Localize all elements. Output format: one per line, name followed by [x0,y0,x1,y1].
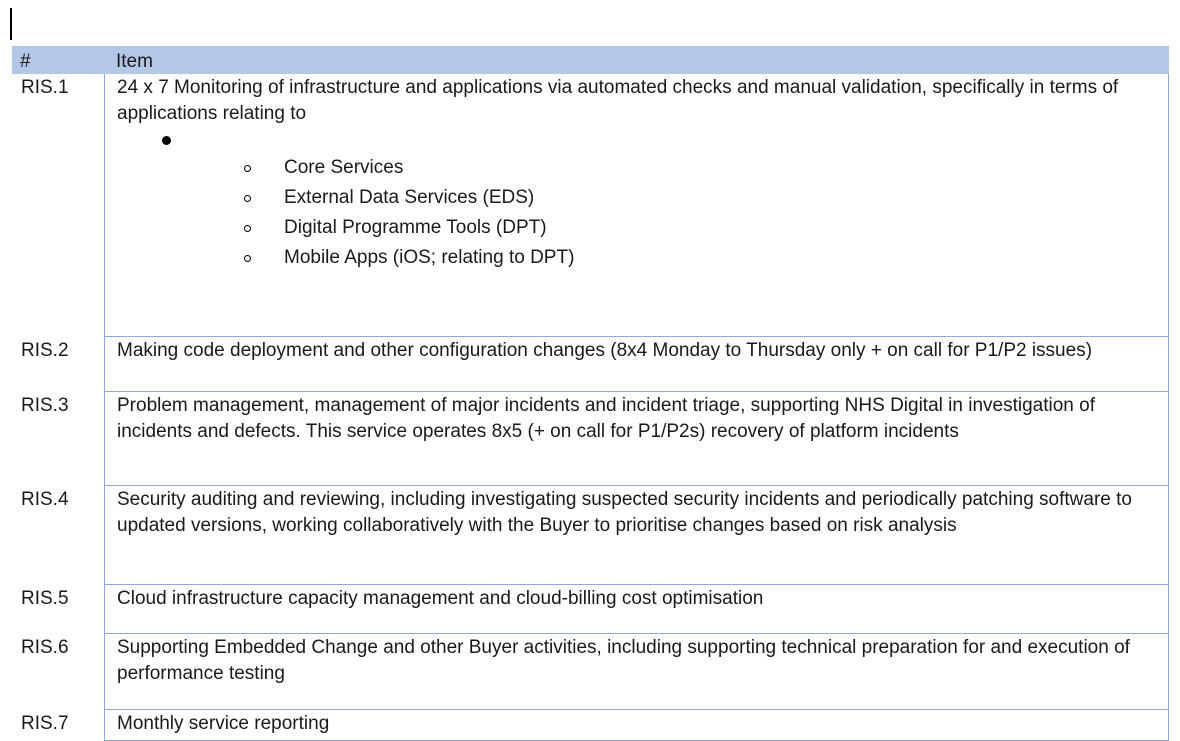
list-item: Mobile Apps (iOS; relating to DPT) [117,243,1162,273]
row-id: RIS.2 [21,340,69,361]
list-item: External Data Services (EDS) [117,183,1162,213]
requirements-table [12,46,1169,741]
circle-bullet-icon [244,165,251,172]
row-id: RIS.5 [21,588,69,609]
empty-bullet [117,127,1162,153]
table-row-ris7 [12,710,1169,741]
table-row-ris1 [12,74,1169,337]
list-item: Digital Programme Tools (DPT) [117,213,1162,243]
row-id: RIS.6 [21,637,69,658]
header-id: # [20,51,31,72]
row-id: RIS.1 [21,77,69,98]
table-row-ris2 [12,337,1169,392]
row-item: Problem management, management of major incidents and incident triage, supporting NHS Digital in investigation of incidents and defects. This service operates 8x5 (+ on call for P1/P2s) recovery of platform incidents [104,392,1169,486]
row-id: RIS.4 [21,489,69,510]
sub-list [117,153,1162,273]
table-header [12,46,1169,74]
row-id: RIS.3 [21,395,69,416]
table-row-ris5 [12,585,1169,634]
table-row-ris3 [12,392,1169,486]
row-item: Making code deployment and other configuration changes (8x4 Monday to Thursday only + on call for P1/P2 issues) [104,337,1169,392]
row-item: Supporting Embedded Change and other Buyer activities, including supporting technical preparation for and execution of performance testing [104,634,1169,710]
row-id: RIS.7 [21,713,69,734]
table-row-ris4 [12,486,1169,585]
row-text: 24 x 7 Monitoring of infrastructure and applications via automated checks and manual validation, specifically in terms of applications relating to [117,77,1119,124]
table-row-ris6 [12,634,1169,710]
row-item: Cloud infrastructure capacity management and cloud-billing cost optimisation [104,585,1169,634]
list-item: Core Services [117,153,1162,183]
circle-bullet-icon [244,255,251,262]
row-item [104,74,1169,337]
header-item: Item [116,51,153,72]
circle-bullet-icon [244,195,251,202]
circle-bullet-icon [244,225,251,232]
bullet-dot-icon [162,136,171,145]
row-item: Security auditing and reviewing, including investigating suspected security incidents and periodically patching software to updated versions, working collaboratively with the Buyer to prioritise changes based on risk analysis [104,486,1169,585]
text-cursor [10,8,12,40]
row-item: Monthly service reporting [104,710,1169,741]
